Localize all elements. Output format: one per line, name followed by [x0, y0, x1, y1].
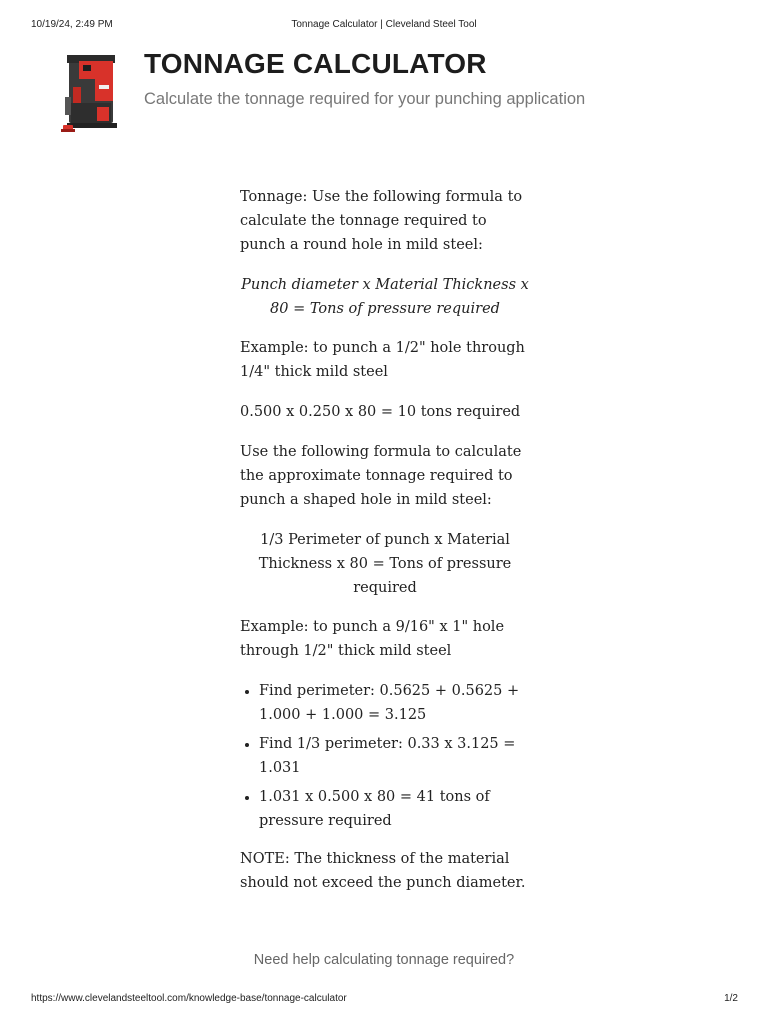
print-footer	[0, 993, 768, 1007]
print-datetime: 10/19/24, 2:49 PM	[31, 19, 113, 30]
example-1-paragraph	[240, 336, 530, 384]
example-2-label: Example:	[240, 619, 309, 635]
shaped-hole-intro: Use the following formula to calculate the approximate tonnage required to punch a shaped hole in mild steel:	[240, 444, 522, 508]
ironworker-machine-icon	[55, 51, 131, 135]
note-label: NOTE:	[240, 851, 290, 867]
note-paragraph	[240, 847, 530, 895]
intro-text-after: hole in mild steel:	[346, 237, 483, 253]
example-2-paragraph	[240, 615, 530, 663]
step-item: • 1.031 x 0.500 x 80 = 41 tons of pressure required	[259, 785, 530, 833]
example-2-text: to punch a 9/16" x 1" hole through 1/2" thick mild steel	[240, 619, 505, 659]
page-number: 1/2	[724, 993, 738, 1004]
print-header	[0, 19, 768, 33]
help-prompt: Need help calculating tonnage required?	[253, 952, 515, 968]
tonnage-label: Tonnage:	[240, 189, 308, 205]
print-doc-title: Tonnage Calculator | Cleveland Steel Tool	[291, 19, 477, 30]
round-emphasis: round	[303, 237, 347, 253]
print-url: https://www.clevelandsteeltool.com/knowledge-base/tonnage-calculator	[31, 993, 347, 1004]
example-1-text: to punch a 1/2" hole through 1/4" thick mild steel	[240, 340, 525, 380]
step-item: • Find 1/3 perimeter: 0.33 x 3.125 = 1.031	[259, 732, 530, 780]
example-1-label: Example:	[240, 340, 309, 356]
intro-text-before: Use the following formula to calculate the tonnage required to punch a	[240, 189, 523, 253]
page-subtitle: Calculate the tonnage required for your punching application	[144, 90, 586, 108]
article-body	[240, 185, 530, 911]
calculation-1: 0.500 x 0.250 x 80 = 10 tons required	[240, 404, 521, 420]
page-title: TONNAGE CALCULATOR	[144, 48, 487, 79]
intro-paragraph	[240, 185, 530, 257]
step-item: • Find perimeter: 0.5625 + 0.5625 + 1.000 + 1.000 = 3.125	[259, 679, 530, 727]
shaped-hole-formula: 1/3 Perimeter of punch x Material Thickness x 80 = Tons of pressure required	[258, 532, 512, 596]
steps-list	[240, 679, 530, 833]
round-hole-formula: Punch diameter x Material Thickness x 80 = Tons of pressure required	[241, 277, 529, 317]
note-text: The thickness of the material should not exceed the punch diameter.	[240, 851, 526, 891]
